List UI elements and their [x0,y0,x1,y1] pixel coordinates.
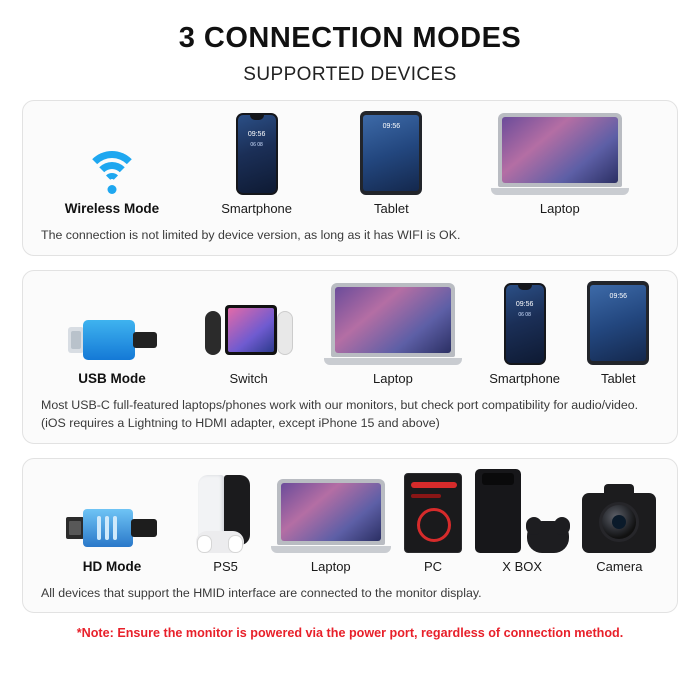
phone-screen-date: 06 08 [518,311,531,318]
mode-wireless [37,151,187,216]
device-tablet [587,281,649,386]
laptop-icon [324,283,462,365]
smartphone-icon [236,113,278,195]
section-wireless-mode [22,100,678,256]
switch-console-icon [201,301,297,365]
laptop-icon [491,113,629,195]
section-note: Most USB-C full-featured laptops/phones work with our monitors, but check port compatibility for audio/video. (iOS requires a Lightning to HDMI adapter, except iPhone 15 and above) [41,397,639,431]
device-pc [404,473,462,574]
page-subtitle: SUPPORTED DEVICES [243,64,457,85]
mode-label: HD Mode [82,558,142,574]
section-note: All devices that support the HMID interface are connected to the monitor display. [41,585,482,600]
wifi-icon [82,151,142,193]
section-hd-mode [22,458,678,614]
device-label: Smartphone [489,370,561,386]
tablet-icon [587,281,649,365]
device-label: PC [423,558,442,574]
device-tablet [360,111,422,216]
section-usb-mode [22,270,678,444]
device-laptop [491,113,629,216]
device-ps5 [194,475,258,574]
pc-tower-icon [404,473,462,553]
device-smartphone [489,283,560,386]
device-label: PS5 [213,558,238,574]
xbox-console-icon [475,469,569,553]
device-laptop [271,479,391,574]
footnote: *Note: Ensure the monitor is powered via the power port, regardless of connection method. [76,626,624,641]
device-row [37,469,663,574]
device-xbox [475,469,569,574]
device-label: Tablet [600,370,636,386]
phone-screen-time: 09:56 [515,300,534,308]
section-note: The connection is not limited by device version, as long as it has WIFI is OK. [41,228,461,242]
devices-wireless [187,111,663,216]
devices-hd [187,469,663,574]
device-camera [582,493,656,574]
mode-label: USB Mode [78,370,146,386]
tablet-screen-time: 09:56 [609,292,628,300]
usb-c-plug-icon [64,317,160,363]
ps5-console-icon [194,475,258,553]
mode-hd [37,505,187,574]
camera-icon [582,493,656,553]
device-label: Camera [596,558,643,574]
device-label: Laptop [539,201,580,216]
device-label: Smartphone [221,201,293,216]
device-label: X BOX [502,558,543,574]
device-label: Switch [229,370,268,386]
smartphone-icon [504,283,546,365]
hdmi-plug-icon [64,505,160,551]
phone-screen-time: 09:56 [247,131,266,138]
device-smartphone [221,113,292,216]
device-label: Tablet [374,201,409,216]
page-title: 3 CONNECTION MODES [178,22,522,54]
mode-label: Wireless Mode [64,201,160,216]
mode-usb [37,317,187,386]
device-row [37,281,663,386]
devices-usb [187,281,663,386]
tablet-screen-time: 09:56 [382,123,401,130]
device-row [37,111,663,216]
device-laptop [324,283,462,386]
device-switch [201,301,297,386]
phone-screen-date: 06 08 [250,142,263,148]
tablet-icon [360,111,422,195]
device-label: Laptop [310,558,351,574]
laptop-icon [271,479,391,553]
device-label: Laptop [373,370,413,386]
